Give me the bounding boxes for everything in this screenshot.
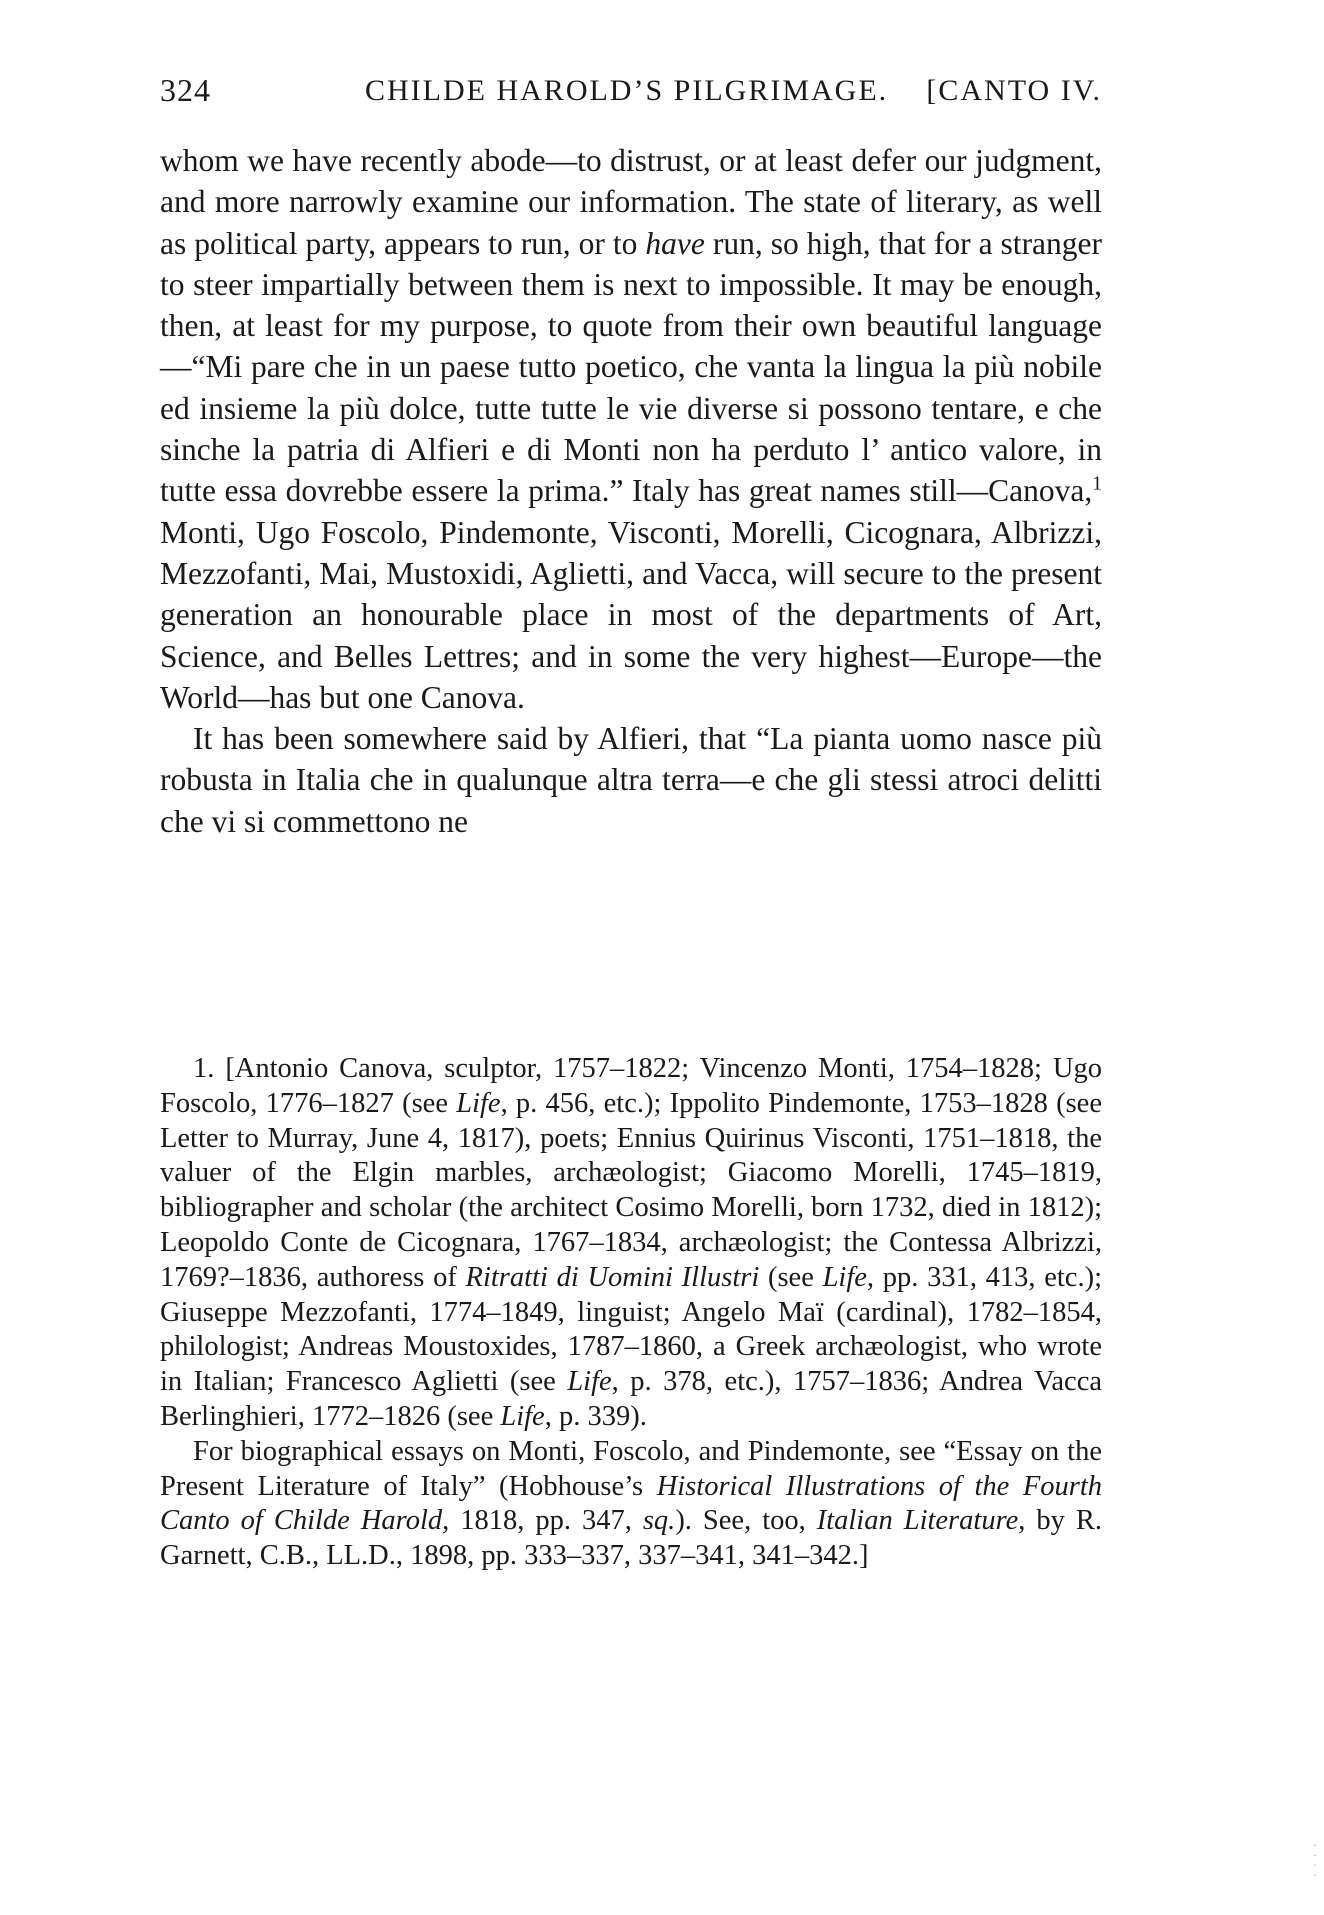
footnote-text-run: , pp. 331, 413, etc.); Giuseppe Mezzofanti, 1774–1849, linguist; Angelo Maï (cardinal), 1782–1854, philologist; Andreas Moustoxides, 1787–1860, a Greek archæologist, who wrote in Italian; Francesco Aglietti (see: [160, 1261, 1102, 1398]
running-title: CHILDE HAROLD’S PILGRIMAGE.: [365, 74, 889, 107]
footnote-text-run: , 1818, pp. 347,: [442, 1505, 643, 1537]
footnote-block: [160, 1052, 1102, 1574]
footnote-text-run: For biographical essays on Monti, Foscolo, and Pindemonte, see “Essay on the Present Literature of Italy” (Hobhouse’s: [160, 1435, 1102, 1502]
body-text: [160, 140, 1102, 842]
body-text-run: run, so high, that for a stranger to steer impartially between them is next to impossible. It may be enough, then, at least for my purpose, to quote from their own beautiful language—“Mi pare che in un paese tutto poetico, che vanta la lingua la più nobile ed insieme la più dolce, tutte tutte le vie diverse si possono tentare, e che sinche la patria di Alfieri e di Monti non ha perduto l’ antico valore, in tutte essa dovrebbe essere la prima.” Italy has great names still—Canova,: [160, 225, 1103, 509]
footnote-text-run: , p. 339).: [544, 1400, 647, 1432]
footnote-italic: Life: [822, 1261, 867, 1293]
body-text-run: whom we have recently abode—to distrust, or at least defer our judgment, and more narrowly examine our information. The state of literary, as well as political party, appears to run, or to: [160, 143, 1102, 261]
footnote-text-run: ). See, too,: [675, 1505, 817, 1537]
body-paragraph: [160, 140, 1102, 718]
footnote-text-run: , p. 378, etc.), 1757–1836; Andrea Vacca Berlinghieri, 1772–1826 (see: [160, 1366, 1103, 1432]
canto-label: [CANTO IV.: [926, 74, 1102, 107]
footnote: [160, 1052, 1102, 1435]
scan-edge-marks: · · · ·: [1313, 1838, 1317, 1882]
footnote-reference: 1: [1092, 473, 1102, 495]
footnote-italic: Historical Illustrations of the Fourth Canto of Childe Harold: [160, 1470, 1102, 1537]
footnote-italic: Ritratti di Uomini Illustri: [465, 1261, 760, 1293]
footnote-continuation: [160, 1435, 1102, 1574]
body-text-run: Monti, Ugo Foscolo, Pindemonte, Visconti, Morelli, Cicognara, Albrizzi, Mezzofanti, Mai, Mustoxidi, Aglietti, and Vacca, will secure to the present generation an honourable place in most of the departments of Art, Science, and Belles Lettres; and in some the very highest—Europe—the World—has but one Canova.: [160, 514, 1102, 715]
page-number: 324: [160, 72, 211, 108]
body-emphasis: have: [645, 225, 705, 261]
footnote-italic: Italian Literature: [816, 1505, 1019, 1537]
footnote-text-run: , p. 456, etc.); Ippolito Pindemonte, 1753–1828 (see Letter to Murray, June 4, 1817), poets; Ennius Quirinus Visconti, 1751–1818, the valuer of the Elgin marbles, archæologist; Giacomo Morelli, 1745–1819, bibliographer and scholar (the architect Cosimo Morelli, born 1732, died in 1812); Leopoldo Conte de Cicognara, 1767–1834, archæologist; the Contessa Albrizzi, 1769?–1836, authoress of: [160, 1087, 1102, 1293]
footnote-italic: Life: [500, 1400, 545, 1432]
footnote-text-run: (see: [759, 1261, 823, 1293]
body-paragraph: It has been somewhere said by Alfieri, that “La pianta uomo nasce più robusta in Italia che in qualunque altra terra—e che gli stessi atroci delitti che vi si commettono ne: [160, 721, 1102, 839]
footnote-italic: sq.: [642, 1505, 676, 1537]
footnote-text-run: , by R. Garnett, C.B., LL.D., 1898, pp. 333–337, 337–341, 341–342.]: [160, 1505, 1103, 1572]
footnote-text-run: 1. [Antonio Canova, sculptor, 1757–1822; Vincenzo Monti, 1754–1828; Ugo Foscolo, 1776–1827 (see: [160, 1053, 1102, 1119]
running-head: [160, 72, 1102, 112]
footnote-italic: Life: [567, 1366, 612, 1398]
footnote-italic: Life: [456, 1087, 501, 1119]
